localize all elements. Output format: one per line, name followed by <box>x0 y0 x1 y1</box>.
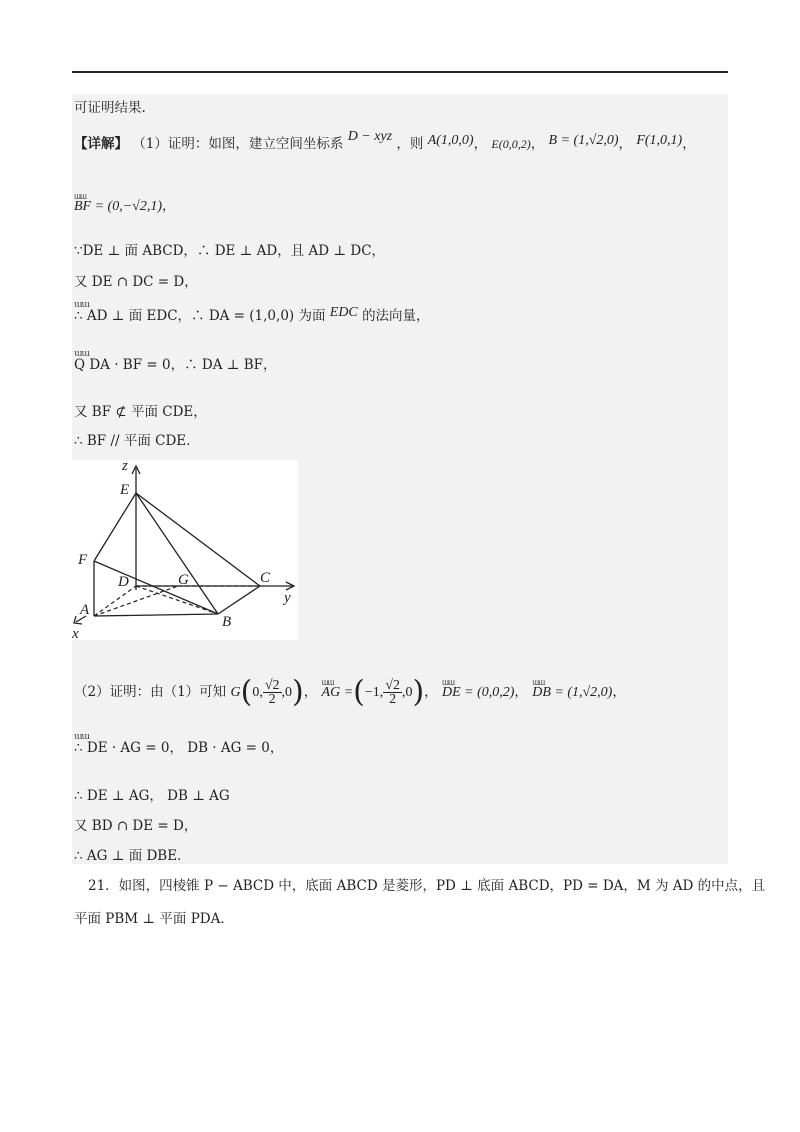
part1-line6-text: ɯɯ Q DA · BF = 0，∴ DA ⊥ BF， <box>74 355 277 375</box>
part1-line8: ∴ BF // 平面 CDE． <box>74 433 200 449</box>
part2-line5: ∴ AG ⊥ 面 DBE． <box>74 848 191 864</box>
part2-line4: 又 BD ∩ DE = D， <box>74 818 198 834</box>
label-x: x <box>72 626 79 640</box>
intro-text: 可证明结果. <box>74 100 146 116</box>
edge-AD <box>94 586 136 616</box>
part2-line2 <box>74 738 283 758</box>
part1-line2: ɯɯ BF = (0,−√2,1)， <box>74 196 176 217</box>
part1-line5 <box>74 306 430 327</box>
part2-lead: （2）证明：由（1）可知 <box>74 684 227 700</box>
vector-DB: ɯɯ DB = (1,√2,0) <box>532 673 612 713</box>
detail-tag: 【详解】 <box>74 136 128 152</box>
edge-EC <box>136 493 260 586</box>
part1-line3: ∵DE ⊥ 面 ABCD，∴ DE ⊥ AD，且 AD ⊥ DC， <box>74 243 386 259</box>
label-C: C <box>260 570 271 586</box>
vector-AG-b: ,0 <box>401 685 413 700</box>
part1-line4: 又 DE ∩ DC = D， <box>74 274 198 290</box>
label-G: G <box>178 572 189 588</box>
part2-line3: ∴ DE ⊥ AG， DB ⊥ AG <box>74 788 230 804</box>
vector-AG-a: −1, <box>364 685 384 700</box>
vector-AG-den: 2 <box>389 692 397 707</box>
label-B: B <box>222 614 232 630</box>
figure-svg <box>72 460 298 640</box>
point-F: F(1,0,1) <box>636 133 683 148</box>
part1-lead: （1）证明：如图，建立空间坐标系 <box>132 136 344 152</box>
edge-BC <box>218 586 260 614</box>
question-21-line1: 21．如图，四棱锥 P − ABCD 中，底面 ABCD 是菱形，PD ⊥ 底面 ABCD，PD = DA，M 为 AD 的中点，且 <box>88 878 766 894</box>
part1-line5b: EDC <box>329 305 358 320</box>
vector-DE: ɯɯ DE = (0,0,2) <box>442 673 514 713</box>
question-21-line2: 平面 PBM ⊥ 平面 PDA． <box>74 911 234 927</box>
point-B: B = (1,√2,0) <box>548 133 619 148</box>
edge-AB <box>94 614 218 616</box>
edge-DB <box>136 586 218 614</box>
point-A: A(1,0,0) <box>427 133 474 148</box>
header-rule <box>72 71 728 73</box>
point-G-name: G <box>230 685 241 700</box>
coord-system: D − xyz <box>347 129 393 144</box>
label-z: z <box>122 460 128 474</box>
part2-line1: （2）证明：由（1）可知 G(0, $\frac{√2}{2}$ ,0)， ɯɯ AG =(−1, $\frac{√2}{2}$ ,0)， ɯɯ DE = (0,0,2)， ɯɯ DB = (1,√2,0)， <box>74 672 626 712</box>
part1-line5c: 的法向量， <box>362 308 430 324</box>
label-A: A <box>80 602 90 618</box>
part1-line6 <box>74 355 277 375</box>
vector-AG-num: √2 <box>385 678 400 693</box>
point-G-b: ,0 <box>281 685 293 700</box>
label-E: E <box>120 482 130 498</box>
label-D: D <box>118 574 129 590</box>
part1-line1: 【详解】 （1）证明：如图，建立空间坐标系 D − xyz ，则 A(1,0,0)， E(0,0,2)， B = (1,√2,0)， F(1,0,1)， <box>74 129 696 152</box>
point-G-den: 2 <box>268 692 276 707</box>
label-F: F <box>78 552 88 568</box>
point-G-num: √2 <box>264 678 280 693</box>
vector-BF: ɯɯ BF = (0,−√2,1) <box>74 197 162 217</box>
part1-line5a: ɯɯ ∴ AD ⊥ 面 EDC，∴ DA = (1,0,0) 为面 <box>74 306 325 326</box>
label-y: y <box>284 590 291 606</box>
part1-then: ，则 <box>396 136 424 152</box>
part2-line2-text: ɯɯ ∴ DE · AG = 0， DB · AG = 0， <box>74 738 283 758</box>
geometry-figure <box>72 460 298 640</box>
point-E: E(0,0,2) <box>491 137 531 151</box>
edge-AG <box>94 586 178 616</box>
part1-line7: 又 BF ⊄ 平面 CDE， <box>74 404 207 420</box>
edge-EF <box>94 493 136 561</box>
vector-AG-name: ɯɯ AG = <box>322 673 354 713</box>
point-G-a: 0, <box>252 685 263 700</box>
